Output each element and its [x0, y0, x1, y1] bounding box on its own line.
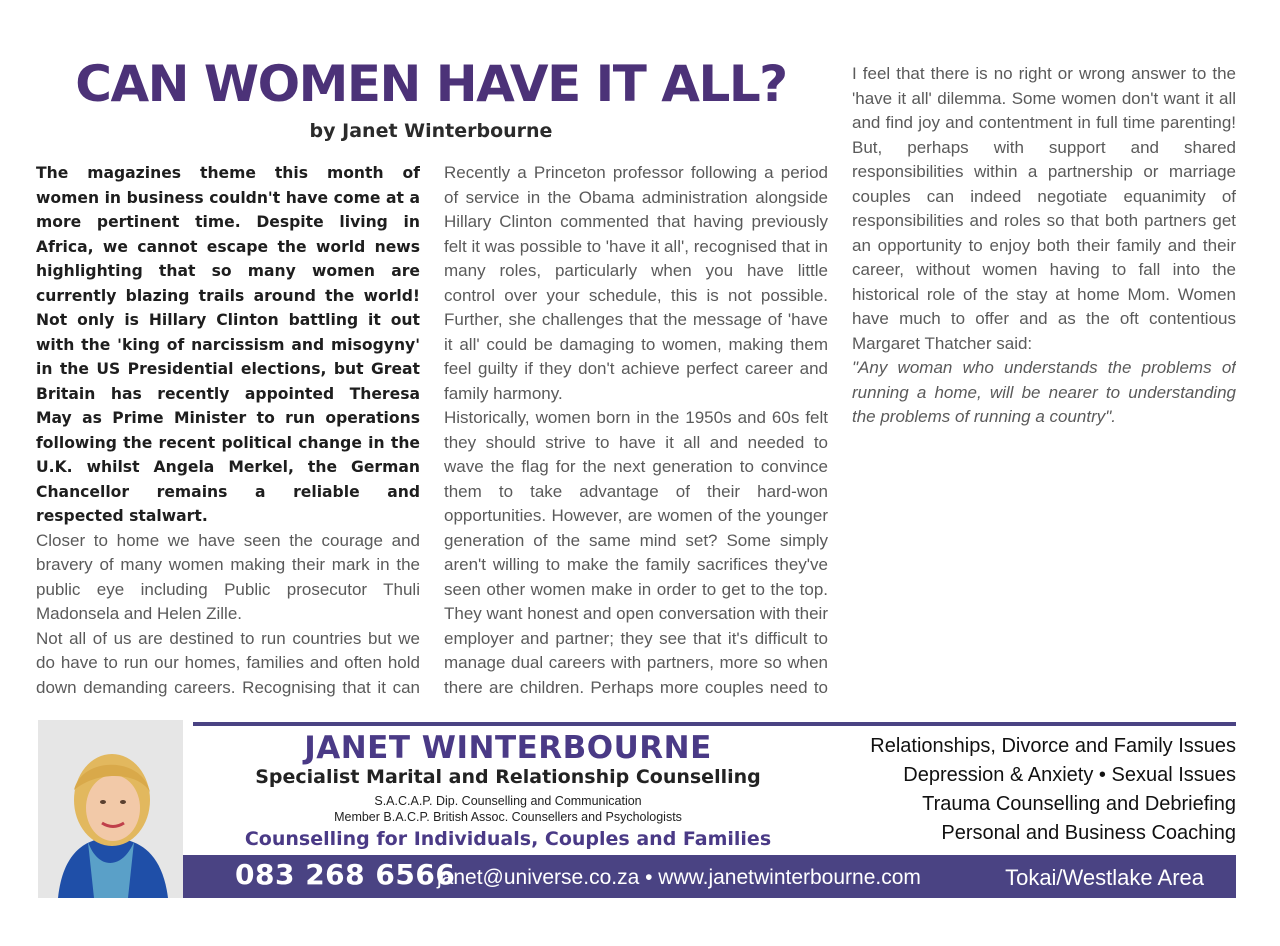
- email-and-website: janet@universe.co.za • www.janetwinterbourne.com: [437, 866, 921, 889]
- paragraph-not-all-of-us: Not all of us are destined to run countries but we do have to run our homes, families and often hold down demanding careers. Recognising that it can: [36, 628, 420, 697]
- article-byline: by Janet Winterbourne: [309, 120, 553, 142]
- lead-paragraph: The magazines theme this month of women in business couldn't have come at a more pertinent time. Despite living in Africa, we cannot escape the world news highlighting that so many women are currently blazing trails around the world! Not only is Hillary Clinton battling it out with the 'king of narcissism and misogyny' in the US Presidential elections, but Great Britain has recently appointed Theresa May as Prime Minister to run operations following the recent political change in the U.K. whilst Angela Merkel, the German Chancellor remains a reliable and respected stalwart.: [36, 164, 420, 525]
- article-column-1: [36, 161, 420, 703]
- advert-name: JANET WINTERBOURNE: [304, 730, 712, 766]
- service-item: Trauma Counselling and Debriefing: [922, 793, 1236, 815]
- paragraph-closer-to-home: Closer to home we have seen the courage and bravery of many women making their mark in the public eye including Public prosecutor Thuli Madonsela and Helen Zille.: [36, 530, 420, 623]
- portrait-photo: [38, 720, 183, 898]
- service-item: Depression & Anxiety • Sexual Issues: [903, 764, 1236, 786]
- phone-number: 083 268 6566: [235, 858, 456, 891]
- advert-credential-2: Member B.A.C.P. British Assoc. Counsellers and Psychologists: [334, 810, 682, 824]
- paragraph-historically: Historically, women born in the 1950s and 60s felt they should strive to have it all and needed to wave the flag for the next generation to convince them to take advantage of their hard-won opportunities. However, are women of the younger generation of the same mind set? Some simply aren't willing to make the family sacrifices they've seen other women make in order to get to the top. They want honest and open conversation with their employer and partner; they see that it's difficult to manage dual careers with partners, more so when there are children. Perhaps more couples need to: [444, 408, 828, 697]
- article-title: CAN WOMEN HAVE IT ALL?: [75, 55, 787, 113]
- advert-top-rule: [193, 722, 1236, 726]
- service-item: Personal and Business Coaching: [941, 822, 1236, 844]
- article-column-2: [444, 161, 828, 703]
- advert-subtitle: Specialist Marital and Relationship Counselling: [255, 766, 761, 788]
- services-list: [836, 732, 1236, 848]
- contact-bar: [183, 855, 1236, 898]
- paragraph-recently: Recently a Princeton professor following a period of service in the Obama administration alongside Hillary Clinton commented that having previously felt it was possible to 'have it all', recognised that in many roles, particularly when you have little control over your schedule, this is not possible. Further, she challenges that the message of 'have it all' could be damaging to women, making them feel guilty if they don't achieve perfect career and family harmony.: [444, 163, 828, 403]
- counsellor-advert: [38, 720, 1236, 898]
- paragraph-i-feel: I feel that there is no right or wrong answer to the 'have it all' dilemma. Some women don't want it all and find joy and contentment in full time parenting! But, perhaps with support and shared responsibilities within a partnership or marriage couples can indeed negotiate equanimity of responsibilities and roles so that both partners get an opportunity to enjoy both their family and their career, without women having to fall into the historical role of the stay at home Mom. Women have much to offer and as the oft contentious Margaret Thatcher said:: [852, 64, 1236, 353]
- thatcher-quote: "Any woman who understands the problems of running a home, will be nearer to understanding the problems of running a country".: [852, 358, 1236, 426]
- service-area: Tokai/Westlake Area: [1005, 865, 1204, 890]
- article-column-3: [852, 62, 1236, 702]
- advert-credential-1: S.A.C.A.P. Dip. Counselling and Communication: [374, 794, 642, 808]
- advert-tagline: Counselling for Individuals, Couples and Families: [244, 828, 772, 850]
- service-item: Relationships, Divorce and Family Issues: [870, 735, 1236, 757]
